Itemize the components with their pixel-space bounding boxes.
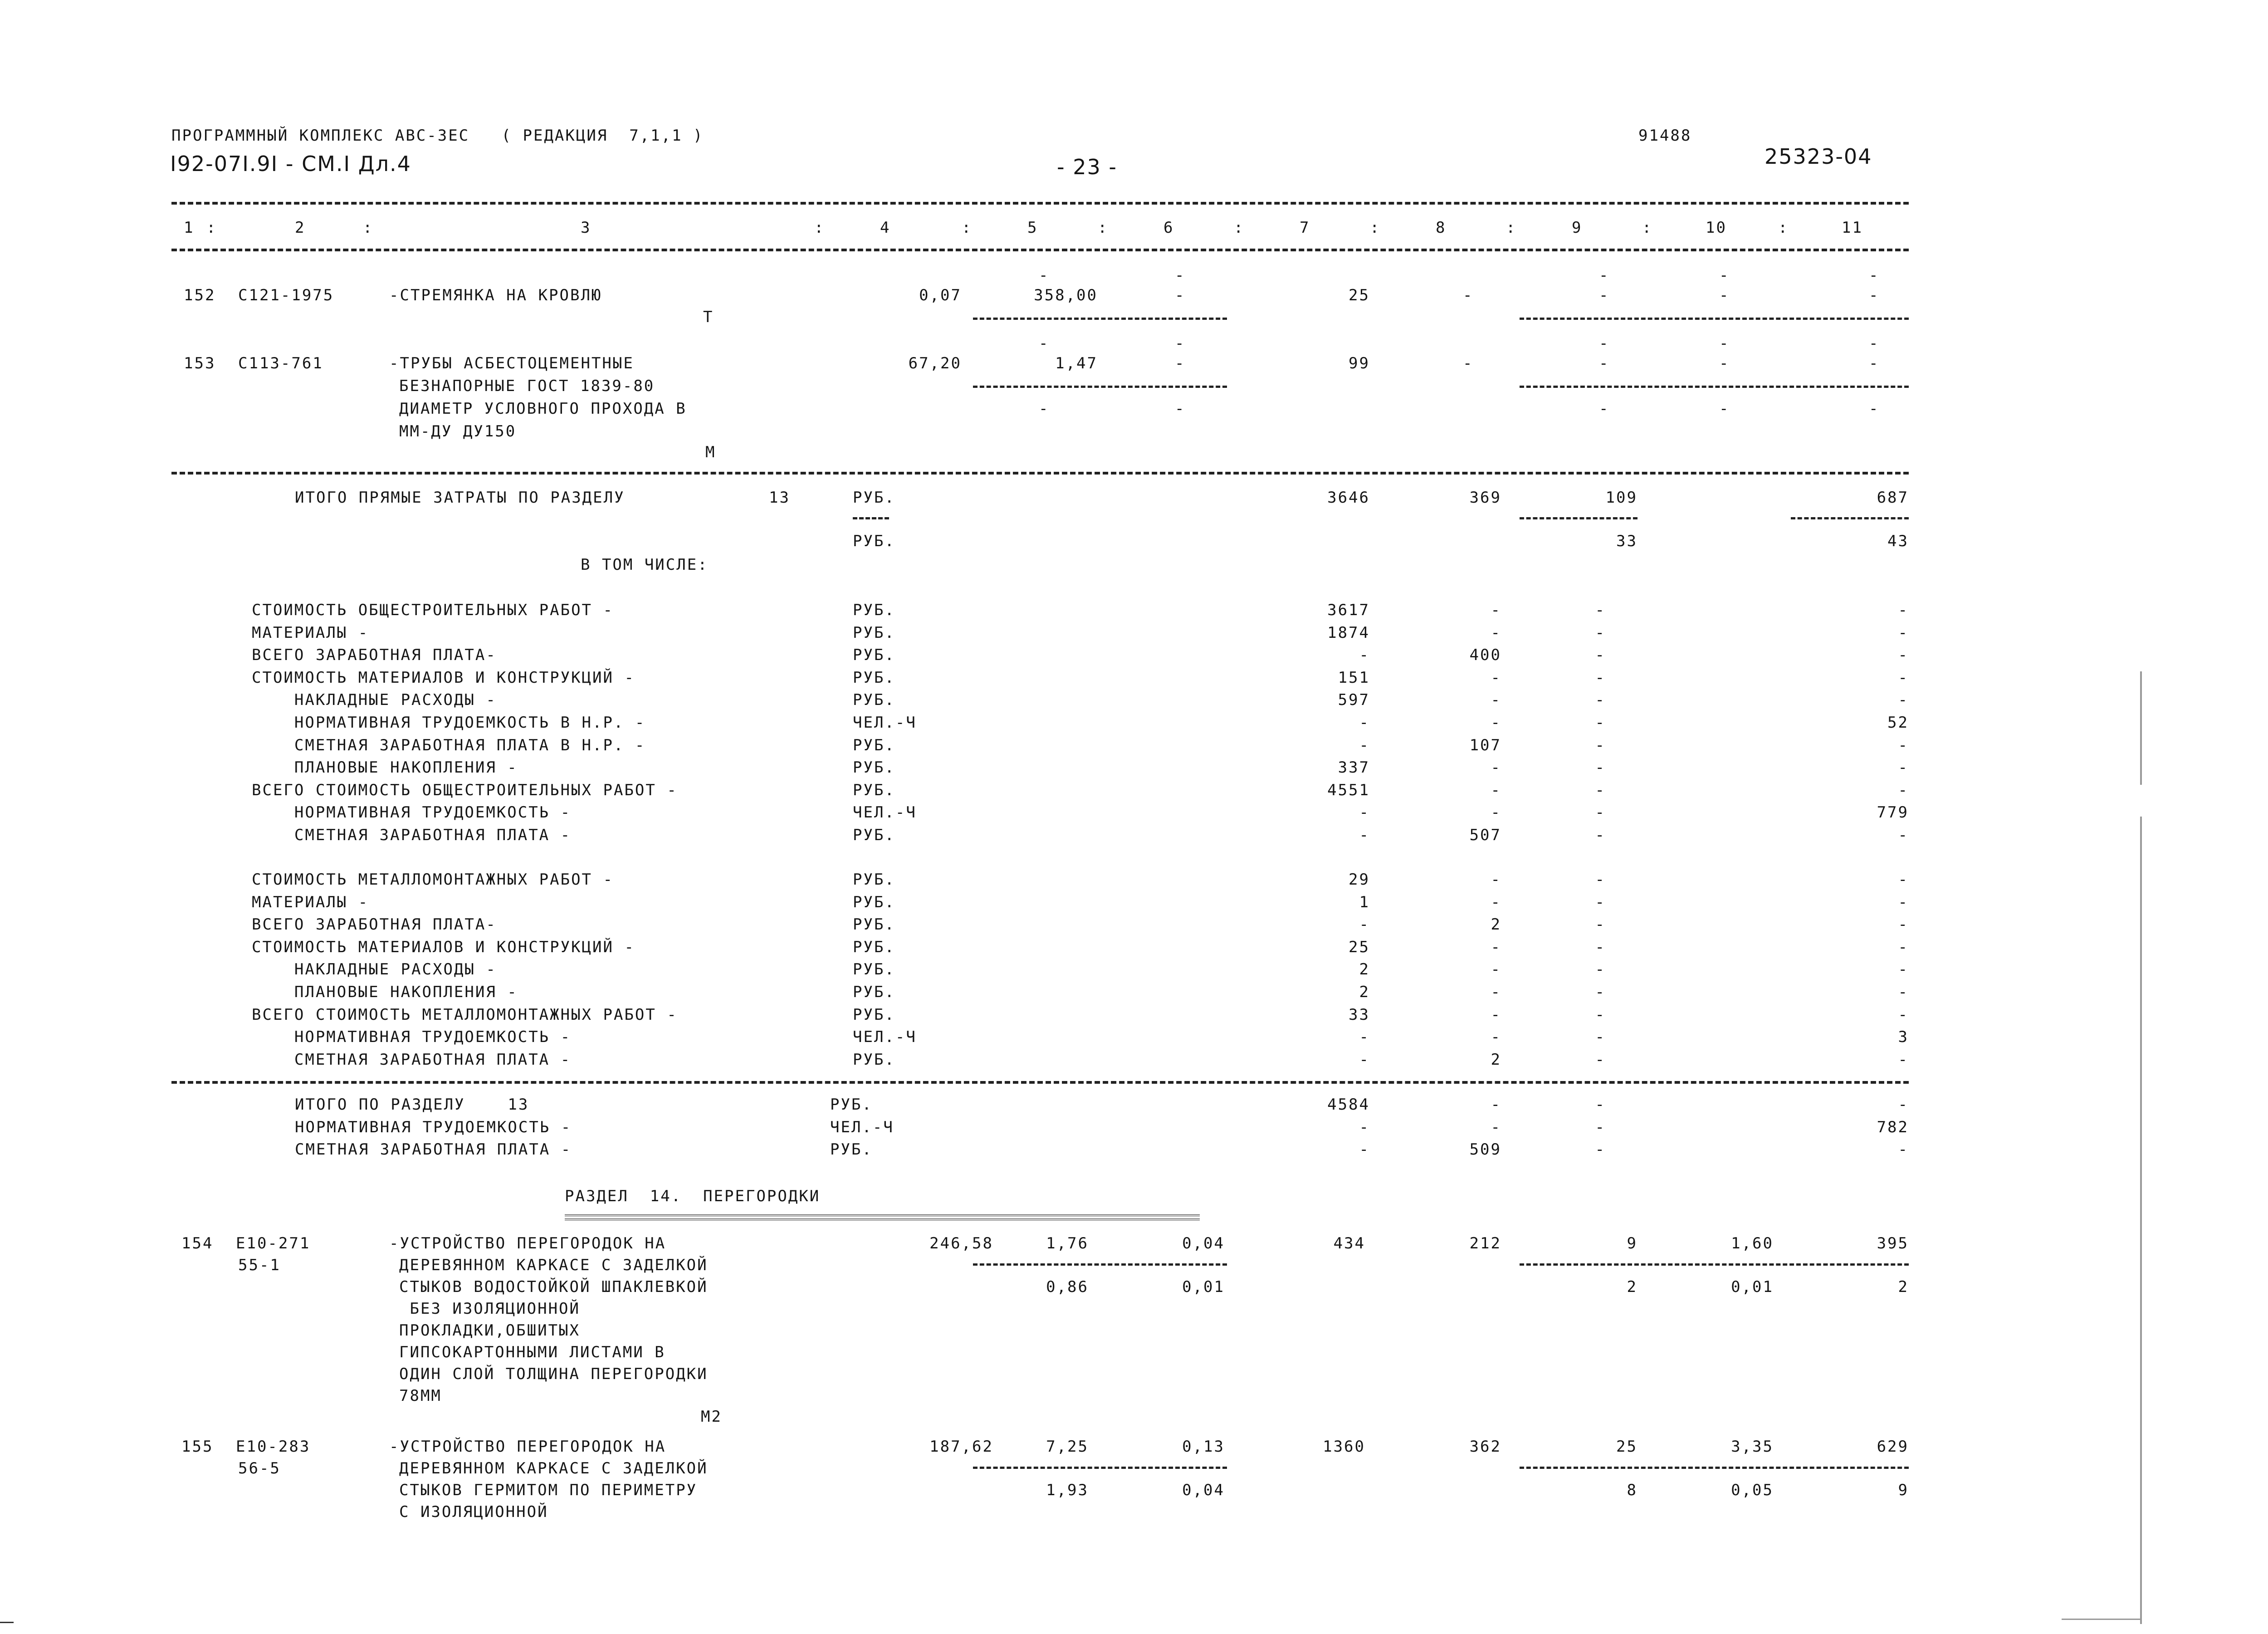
cell-c5: 358,00 — [1034, 286, 1098, 304]
cell-c10: - — [1719, 354, 1730, 372]
cell-c5: 1,47 — [1055, 354, 1098, 372]
cell-c8: - — [1491, 1005, 1501, 1024]
row-unit: РУБ. — [853, 646, 895, 665]
cell-c7: - — [1359, 646, 1370, 665]
cell-c7: - — [1359, 1050, 1370, 1069]
cell-c9: - — [1595, 915, 1606, 934]
cell-c11: - — [1898, 1050, 1909, 1069]
row-label: НАКЛАДНЫЕ РАСХОДЫ - — [252, 691, 497, 709]
cell-c5: 1,76 — [1046, 1234, 1089, 1252]
cell-c11: - — [1898, 983, 1909, 1001]
cell-c9: - — [1595, 758, 1606, 777]
cell-c11: - — [1898, 915, 1909, 934]
item-description: ДИАМЕТР УСЛОВНОГО ПРОХОДА В — [399, 400, 687, 418]
row-unit: ЧЕЛ.-Ч — [853, 1028, 917, 1047]
crop-mark — [0, 1622, 14, 1623]
item-description: ДЕРЕВЯННОМ КАРКАСЕ С ЗАДЕЛКОЙ — [399, 1459, 708, 1477]
cell-c6b: 0,04 — [1182, 1481, 1225, 1499]
cell-c9: - — [1595, 646, 1606, 665]
cell-c9: - — [1595, 1005, 1606, 1024]
cell-c9: - — [1595, 781, 1606, 799]
table-top-rule — [171, 202, 1909, 205]
cell-c11: - — [1898, 646, 1909, 665]
item-description: ОДИН СЛОЙ ТОЛЩИНА ПЕРЕГОРОДКИ — [399, 1365, 708, 1383]
cell-c6: - — [1175, 354, 1186, 372]
row-unit: РУБ. — [853, 668, 895, 687]
item-description: БЕЗ ИЗОЛЯЦИОННОЙ — [399, 1300, 580, 1318]
cell-c5b: 1,93 — [1046, 1481, 1089, 1499]
cell-c11: - — [1898, 601, 1909, 619]
row-unit: РУБ. — [853, 1050, 895, 1069]
cell-c7: 3646 — [1327, 489, 1370, 507]
cell-c11: - — [1898, 1096, 1909, 1114]
item-description: -СТРЕМЯНКА НА КРОВЛЮ — [389, 286, 602, 304]
item-code: Е10-283 — [236, 1438, 311, 1456]
cell-c11: - — [1869, 286, 1880, 304]
row-unit: РУБ. — [853, 983, 895, 1001]
program-header: ПРОГРАММНЫЙ КОМПЛЕКС АВС-ЗЕС ( РЕДАКЦИЯ 7,1,1 ) — [171, 127, 704, 145]
cell-c11: - — [1898, 781, 1909, 799]
item-unit: М — [705, 443, 716, 461]
cell-c11: 629 — [1877, 1438, 1909, 1456]
row-unit: РУБ. — [853, 871, 895, 889]
item-description: ГИПСОКАРТОННЫМИ ЛИСТАМИ В — [399, 1343, 665, 1361]
item-description: БЕЗНАПОРНЫЕ ГОСТ 1839-80 — [399, 377, 655, 395]
cell-c8: - — [1463, 286, 1474, 304]
item-description: -УСТРОЙСТВО ПЕРЕГОРОДОК НА — [389, 1438, 666, 1456]
cell-c11: - — [1898, 758, 1909, 777]
row-label: СТОИМОСТЬ МАТЕРИАЛОВ И КОНСТРУКЦИЙ - — [252, 938, 635, 956]
row-unit: РУБ. — [853, 893, 895, 911]
cell-c9b: - — [1599, 400, 1610, 418]
cell-c9: - — [1595, 893, 1606, 911]
cell-c7: 25 — [1349, 286, 1370, 304]
cell-c8: - — [1491, 623, 1501, 642]
cell-c8: - — [1491, 938, 1501, 956]
cell-c11: - — [1898, 736, 1909, 754]
cell-c11: 52 — [1887, 714, 1909, 732]
item-code: 56-5 — [238, 1459, 281, 1477]
row-label: НАКЛАДНЫЕ РАСХОДЫ - — [252, 960, 497, 979]
item-description: С ИЗОЛЯЦИОННОЙ — [399, 1503, 548, 1521]
cell-c8: - — [1491, 960, 1501, 979]
item-description: ДЕРЕВЯННОМ КАРКАСЕ С ЗАДЕЛКОЙ — [399, 1256, 708, 1274]
cell-c9: - — [1595, 871, 1606, 889]
cell-c10b: 0,05 — [1731, 1481, 1774, 1499]
cell-c6b: 0,01 — [1182, 1278, 1225, 1296]
row-label: ПЛАНОВЫЕ НАКОПЛЕНИЯ - — [252, 758, 518, 777]
cell-c9: - — [1595, 668, 1606, 687]
cell-c7: - — [1359, 1140, 1370, 1159]
cell-c10: 1,60 — [1731, 1234, 1774, 1252]
cell-c8: - — [1491, 871, 1501, 889]
sheet-number: 91488 — [1638, 127, 1692, 145]
row-unit: ЧЕЛ.-Ч — [830, 1118, 894, 1136]
item-number: 152 — [184, 286, 216, 304]
row-unit: РУБ. — [853, 938, 895, 956]
page-number: - 23 - — [1057, 155, 1117, 179]
row-label: ИТОГО ПО РАЗДЕЛУ 13 — [295, 1096, 529, 1114]
cell-c8: - — [1491, 691, 1501, 709]
cell-c9: - — [1595, 736, 1606, 754]
cell-c7: 434 — [1333, 1234, 1365, 1252]
cell-c11: - — [1898, 938, 1909, 956]
cell-c7: 4551 — [1327, 781, 1370, 799]
cell-c9: - — [1599, 354, 1610, 372]
cell-c5: 7,25 — [1046, 1438, 1089, 1456]
cell-c8: - — [1491, 893, 1501, 911]
item-number: 153 — [184, 354, 216, 372]
cell-c9: 109 — [1605, 489, 1637, 507]
cell-c9b: 33 — [1616, 532, 1637, 550]
column-header: 11 — [1842, 219, 1863, 237]
cell-c7: 2 — [1359, 960, 1370, 979]
item-description: СТЫКОВ ВОДОСТОЙКОЙ ШПАКЛЕВКОЙ — [399, 1278, 708, 1296]
cell-c8: - — [1491, 1028, 1501, 1047]
cell-c6: - — [1175, 286, 1186, 304]
item-code: 55-1 — [238, 1256, 281, 1274]
cell-c9: - — [1595, 623, 1606, 642]
cell-c11b: 43 — [1887, 532, 1909, 550]
row-label: НОРМАТИВНАЯ ТРУДОЕМКОСТЬ - — [295, 1118, 572, 1136]
cell-c9: 9 — [1627, 1234, 1637, 1252]
item-quantity: 0,07 — [919, 286, 962, 304]
cell-c8: 2 — [1491, 1050, 1501, 1069]
cell-c9b: 8 — [1627, 1481, 1637, 1499]
row-unit: РУБ. — [853, 758, 895, 777]
row-unit: РУБ. — [853, 601, 895, 619]
cell-c11: - — [1898, 960, 1909, 979]
cell-c7: 3617 — [1327, 601, 1370, 619]
item-description: -ТРУБЫ АСБЕСТОЦЕМЕНТНЫЕ — [389, 354, 634, 372]
column-header: 8 — [1436, 219, 1447, 237]
cell-c7: - — [1359, 1118, 1370, 1136]
cell-c11: - — [1869, 354, 1880, 372]
row-label: СТОИМОСТЬ ОБЩЕСТРОИТЕЛЬНЫХ РАБОТ - — [252, 601, 614, 619]
row-unit: ЧЕЛ.-Ч — [853, 803, 917, 822]
row-label: ВСЕГО СТОИМОСТЬ МЕТАЛЛОМОНТАЖНЫХ РАБОТ - — [252, 1005, 678, 1024]
row-unit: РУБ. — [853, 826, 895, 844]
row-label: ВСЕГО СТОИМОСТЬ ОБЩЕСТРОИТЕЛЬНЫХ РАБОТ - — [252, 781, 678, 799]
document-code: 25323-04 — [1765, 144, 1872, 169]
item-quantity: 67,20 — [908, 354, 962, 372]
total-unit: РУБ. — [853, 489, 895, 507]
cell-c8: - — [1491, 668, 1501, 687]
cell-c5b: - — [1039, 400, 1050, 418]
row-label: ВСЕГО ЗАРАБОТНАЯ ПЛАТА- — [252, 915, 497, 934]
row-label: НОРМАТИВНАЯ ТРУДОЕМКОСТЬ - — [252, 1028, 572, 1047]
scan-edge-mark — [2062, 1619, 2141, 1620]
cell-c7: - — [1359, 915, 1370, 934]
row-label: СТОИМОСТЬ МЕТАЛЛОМОНТАЖНЫХ РАБОТ - — [252, 871, 614, 889]
row-unit: РУБ. — [853, 960, 895, 979]
row-unit: ЧЕЛ.-Ч — [853, 714, 917, 732]
column-header: 9 — [1572, 219, 1583, 237]
column-header: 10 — [1706, 219, 1727, 237]
section-title: РАЗДЕЛ 14. ПЕРЕГОРОДКИ — [565, 1187, 821, 1205]
cell-c8: - — [1491, 758, 1501, 777]
document-page: ПРОГРАММНЫЙ КОМПЛЕКС АВС-ЗЕС ( РЕДАКЦИЯ 7,1,1 ) I92-07I.9I - СМ.I Дл.4 - 23 - 91488 25323-04 1 : 2 : 3 : 4 : 5 : 6 : 7 : 8 : 9 : 10 : 11 152 С121-1975 -СТРЕМЯНКА НА КРОВЛЮ Т 0,07 - 358,00 - - 25 - - - - - - - 153 С113-761 -ТРУБЫ АСБЕСТОЦЕМЕНТНЫЕ БЕЗНАПОРНЫЕ ГОСТ 1839-80 ДИАМЕТР УСЛОВНОГО ПРОХОДА В ММ-ДУ ДУ150 М 67,20 - 1,47 - - - - 99 - - - - - - - - - - ИТОГО ПРЯМЫЕ ЗАТРАТЫ ПО РАЗДЕЛУ 13 РУБ. РУБ. 3646 369 109 33 687 43 В ТОМ ЧИСЛЕ: СТОИМОСТЬ ОБЩЕСТРОИТЕЛЬНЫХ РАБОТ - РУБ. 3617 - - - МАТЕРИАЛЫ - РУБ. 1874 - - - ВСЕГО ЗАРАБОТНАЯ ПЛАТА- РУБ. - 400 - - СТОИМОСТЬ МАТЕРИАЛОВ И КОНСТРУКЦИЙ - РУБ. 151 - - - НАКЛАДНЫЕ РАСХОДЫ - РУБ. 597 - - - НОРМАТИВНАЯ ТРУДОЕМКОСТЬ В Н.Р. - ЧЕЛ.-Ч - - - 52 СМЕТНАЯ ЗАРАБОТНАЯ ПЛАТА В Н.Р. - РУБ. - 107 - - ПЛАНОВЫЕ НАКОПЛЕНИЯ - РУБ. 337 - - - ВСЕГО СТОИМОСТЬ ОБЩЕСТРОИТЕЛЬНЫХ РАБОТ - РУБ. 4551 - - - НОРМАТИВНАЯ ТРУДОЕМКОСТЬ - ЧЕЛ.-Ч - - - 779 СМЕТНАЯ ЗАРАБОТНАЯ ПЛАТА - РУБ. - 507 - - СТОИМОСТЬ МЕТАЛЛОМОНТАЖНЫХ РАБОТ - РУБ. 29 - - - МАТЕРИАЛЫ - РУБ. 1 - - - ВСЕГО ЗАРАБОТНАЯ ПЛАТА- РУБ. - 2 - - СТОИМОСТЬ МАТЕРИАЛОВ И КОНСТРУКЦИЙ - РУБ. 25 - - - НАКЛАДНЫЕ РАСХОДЫ - РУБ. 2 - - - ПЛАНОВЫЕ НАКОПЛЕНИЯ - РУБ. 2 - - - ВСЕГО СТОИМОСТЬ МЕТАЛЛОМОНТАЖНЫХ РАБОТ - РУБ. 33 - - - НОРМАТИВНАЯ ТРУДОЕМКОСТЬ - ЧЕЛ.-Ч - - - 3 СМЕТНАЯ ЗАРАБОТНАЯ ПЛАТА - РУБ. - 2 - - ИТОГО ПО РАЗДЕЛУ 13 РУБ. 4584 - - - НОРМАТИВНАЯ ТРУДОЕМКОСТЬ - ЧЕЛ.-Ч - - - 782 СМЕТНАЯ ЗАРАБОТНАЯ ПЛАТА - РУБ. - 509 - - РАЗДЕЛ 14. ПЕРЕГОРОДКИ 154 Е10-271 55-1 -УСТРОЙСТВО ПЕРЕГОРОДОК НА ДЕРЕВЯННОМ КАРКАСЕ С ЗАДЕЛКОЙ СТЫКОВ ВОДОСТОЙКОЙ ШПАКЛЕВКОЙ БЕЗ ИЗОЛЯЦИОННОЙ ПРОКЛАДКИ,ОБШИТЫХ ГИПСОКАРТОННЫМИ ЛИСТАМИ В ОДИН СЛОЙ ТОЛЩИНА ПЕРЕГОРОДКИ 78ММ М2 246,58 1,76 0,04 0,86 0,01 434 212 9 1,60 395 2 0,01 2 155 Е10-283 56-5 -УСТРОЙСТВО ПЕРЕГОРОДОК НА ДЕРЕВЯННОМ КАРКАСЕ С ЗАДЕЛКОЙ СТЫКОВ ГЕРМИТОМ ПО ПЕРИМЕТРУ С ИЗОЛЯЦИОННОЙ 187,62 7,25 0,13 1,93 0,04 1360 362 25 3,35 629 8 0,05 9 — [0, 0, 2268, 1634]
cell-c11: - — [1898, 871, 1909, 889]
cell-c7: 4584 — [1327, 1096, 1370, 1114]
cell-c8: - — [1491, 714, 1501, 732]
cell-c7: 29 — [1349, 871, 1370, 889]
cell-c9: - — [1599, 286, 1610, 304]
row-label: ВСЕГО ЗАРАБОТНАЯ ПЛАТА- — [252, 646, 497, 665]
scan-edge-mark — [2140, 817, 2142, 1624]
cell-c9: 25 — [1616, 1438, 1637, 1456]
cell-c11: 687 — [1877, 489, 1909, 507]
row-unit: РУБ. — [853, 691, 895, 709]
column-header: 3 — [581, 219, 591, 237]
cell-c11: 779 — [1877, 803, 1909, 822]
cell-c11: 3 — [1898, 1028, 1909, 1047]
cell-c9: - — [1595, 1140, 1606, 1159]
item-quantity: 187,62 — [929, 1438, 993, 1456]
cell-c9: - — [1595, 938, 1606, 956]
cell-c8: 507 — [1469, 826, 1501, 844]
cell-c7: 597 — [1338, 691, 1370, 709]
row-unit: РУБ. — [853, 781, 895, 799]
cell-c8: - — [1491, 983, 1501, 1001]
row-unit: РУБ. — [830, 1140, 873, 1159]
cell-c9: - — [1595, 714, 1606, 732]
total-section: 13 — [769, 489, 790, 507]
row-unit: РУБ. — [853, 1005, 895, 1024]
cell-c8: - — [1491, 1118, 1501, 1136]
cell-c8: - — [1491, 781, 1501, 799]
column-header: 4 — [880, 219, 891, 237]
section-rule — [171, 472, 1909, 475]
item-description: СТЫКОВ ГЕРМИТОМ ПО ПЕРИМЕТРУ — [399, 1481, 698, 1499]
item-code: С113-761 — [238, 354, 323, 372]
cell-c7: 99 — [1349, 354, 1370, 372]
row-unit: РУБ. — [853, 623, 895, 642]
item-unit: Т — [703, 308, 714, 326]
cell-c11: - — [1898, 1005, 1909, 1024]
column-header: 2 — [295, 219, 306, 237]
cell-c11: - — [1898, 1140, 1909, 1159]
cell-c8: - — [1491, 1096, 1501, 1114]
row-label: СМЕТНАЯ ЗАРАБОТНАЯ ПЛАТА - — [295, 1140, 572, 1159]
cell-c6b: - — [1175, 400, 1186, 418]
column-header-rule — [171, 249, 1909, 251]
cell-c7: - — [1359, 826, 1370, 844]
cell-c6: 0,04 — [1182, 1234, 1225, 1252]
cell-c7: - — [1359, 714, 1370, 732]
item-quantity: 246,58 — [929, 1234, 993, 1252]
cell-c11: 395 — [1877, 1234, 1909, 1252]
total-unit: РУБ. — [853, 532, 895, 550]
item-code: С121-1975 — [238, 286, 334, 304]
cell-c6: 0,13 — [1182, 1438, 1225, 1456]
item-description: 78ММ — [399, 1387, 442, 1405]
item-description: ПРОКЛАДКИ,ОБШИТЫХ — [399, 1321, 580, 1340]
cell-c11: - — [1898, 893, 1909, 911]
cell-c11b: - — [1869, 400, 1880, 418]
item-number: 155 — [181, 1438, 214, 1456]
cell-c10b: 0,01 — [1731, 1278, 1774, 1296]
cell-c7: 1 — [1359, 893, 1370, 911]
row-label: СТОИМОСТЬ МАТЕРИАЛОВ И КОНСТРУКЦИЙ - — [252, 668, 635, 687]
cell-c8: 369 — [1469, 489, 1501, 507]
row-label: СМЕТНАЯ ЗАРАБОТНАЯ ПЛАТА - — [252, 826, 572, 844]
cell-c8: - — [1491, 803, 1501, 822]
row-label: СМЕТНАЯ ЗАРАБОТНАЯ ПЛАТА - — [252, 1050, 572, 1069]
row-label: МАТЕРИАЛЫ - — [252, 623, 369, 642]
cell-c11b: 9 — [1898, 1481, 1909, 1499]
cell-c10: - — [1719, 286, 1730, 304]
cell-c9: - — [1595, 826, 1606, 844]
cell-c9: - — [1595, 983, 1606, 1001]
cell-c11: - — [1898, 623, 1909, 642]
cell-c9: - — [1595, 1028, 1606, 1047]
row-label: СМЕТНАЯ ЗАРАБОТНАЯ ПЛАТА В Н.Р. - — [252, 736, 646, 754]
cell-c11: - — [1898, 668, 1909, 687]
section-rule — [171, 1081, 1909, 1084]
cell-c8: - — [1491, 601, 1501, 619]
cell-c9: - — [1595, 601, 1606, 619]
including-heading: В ТОМ ЧИСЛЕ: — [581, 556, 709, 574]
cell-c7: 1360 — [1323, 1438, 1365, 1456]
cell-c8: 400 — [1469, 646, 1501, 665]
cell-c11: 782 — [1877, 1118, 1909, 1136]
cell-c7: 2 — [1359, 983, 1370, 1001]
row-label: МАТЕРИАЛЫ - — [252, 893, 369, 911]
cell-c7: 1874 — [1327, 623, 1370, 642]
cell-c8: - — [1463, 354, 1474, 372]
cell-c7: 151 — [1338, 668, 1370, 687]
cell-c10: 3,35 — [1731, 1438, 1774, 1456]
cell-c7: 25 — [1349, 938, 1370, 956]
scan-edge-mark — [2140, 671, 2142, 785]
cell-c7: - — [1359, 803, 1370, 822]
total-label: ИТОГО ПРЯМЫЕ ЗАТРАТЫ ПО РАЗДЕЛУ — [295, 489, 625, 507]
column-header: 7 — [1300, 219, 1310, 237]
row-unit: РУБ. — [853, 915, 895, 934]
cell-c10b: - — [1719, 400, 1730, 418]
cell-c9: - — [1595, 1118, 1606, 1136]
cell-c9: - — [1595, 803, 1606, 822]
cell-c7: - — [1359, 1028, 1370, 1047]
cell-c8: 2 — [1491, 915, 1501, 934]
item-description: ММ-ДУ ДУ150 — [399, 422, 517, 440]
row-unit: РУБ. — [830, 1096, 873, 1114]
item-description: -УСТРОЙСТВО ПЕРЕГОРОДОК НА — [389, 1234, 666, 1252]
cell-c7: 33 — [1349, 1005, 1370, 1024]
cell-c7: - — [1359, 736, 1370, 754]
cell-c7: 337 — [1338, 758, 1370, 777]
cell-c8: 362 — [1469, 1438, 1501, 1456]
column-header: 6 — [1163, 219, 1174, 237]
column-header: 1 — [184, 219, 195, 237]
cell-c8: 509 — [1469, 1140, 1501, 1159]
item-code: Е10-271 — [236, 1234, 311, 1252]
cell-c5b: 0,86 — [1046, 1278, 1089, 1296]
cell-c11: - — [1898, 826, 1909, 844]
row-label: НОРМАТИВНАЯ ТРУДОЕМКОСТЬ В Н.Р. - — [252, 714, 646, 732]
section-title-underline — [565, 1214, 1200, 1220]
item-number: 154 — [181, 1234, 214, 1252]
cell-c9: - — [1595, 691, 1606, 709]
column-header: 5 — [1027, 219, 1038, 237]
row-label: ПЛАНОВЫЕ НАКОПЛЕНИЯ - — [252, 983, 518, 1001]
row-label: НОРМАТИВНАЯ ТРУДОЕМКОСТЬ - — [252, 803, 572, 822]
cell-c8: 107 — [1469, 736, 1501, 754]
cell-c11b: 2 — [1898, 1278, 1909, 1296]
row-unit: РУБ. — [853, 736, 895, 754]
cell-c11: - — [1898, 691, 1909, 709]
cell-c9: - — [1595, 960, 1606, 979]
item-unit: М2 — [701, 1408, 722, 1426]
cell-c9b: 2 — [1627, 1278, 1637, 1296]
cell-c9: - — [1595, 1096, 1606, 1114]
cell-c9: - — [1595, 1050, 1606, 1069]
cell-c8: 212 — [1469, 1234, 1501, 1252]
document-id: I92-07I.9I - СМ.I Дл.4 — [170, 152, 411, 176]
